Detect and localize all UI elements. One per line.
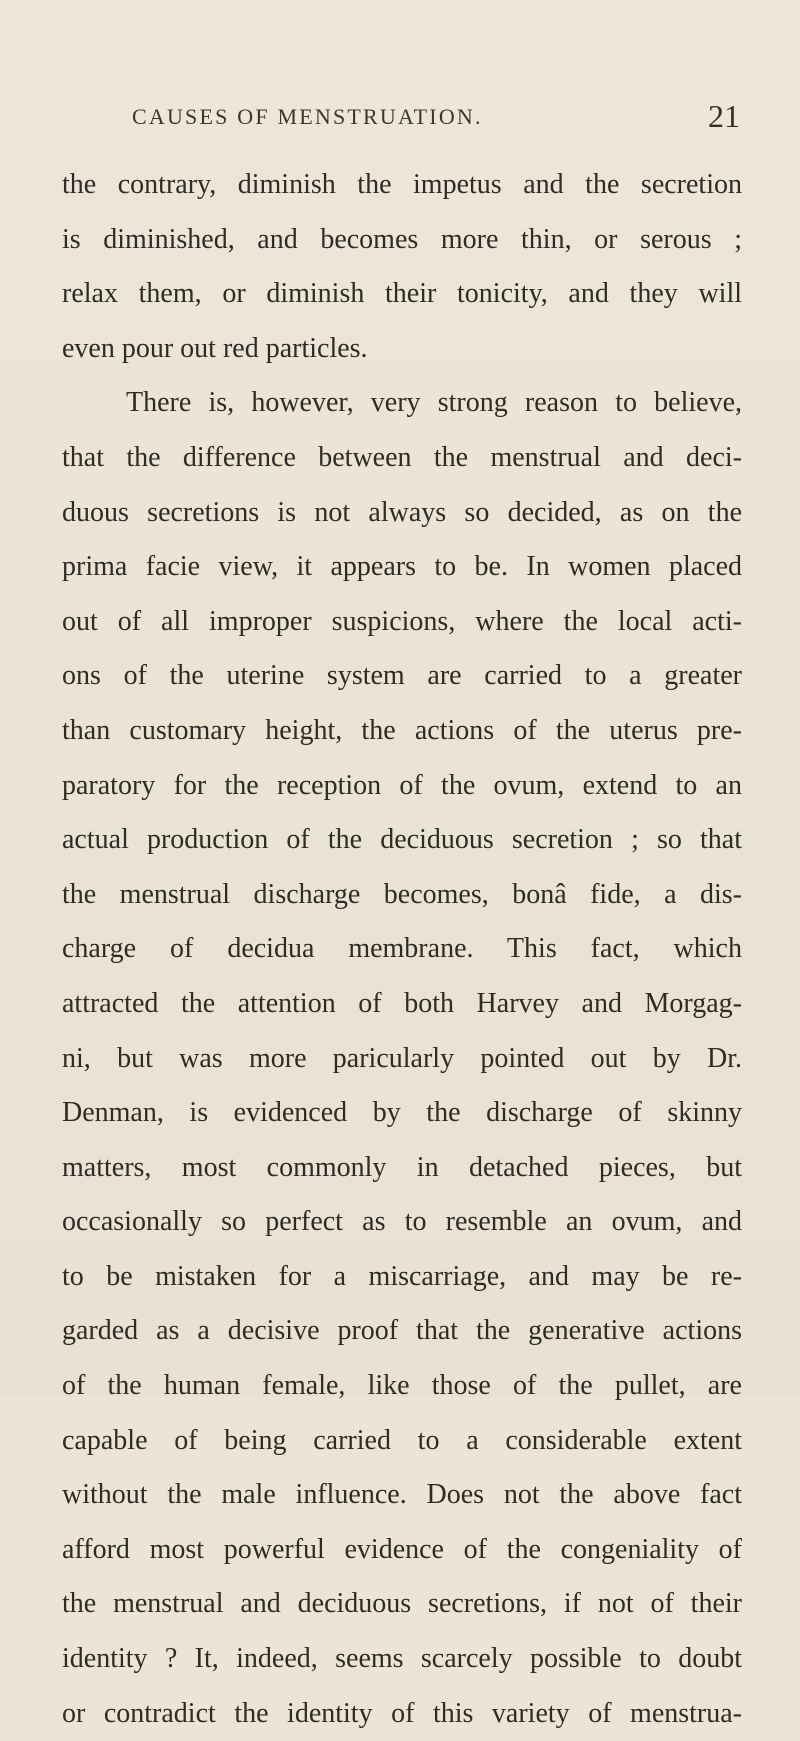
text-line: afford most powerful evidence of the congeniality of (62, 1533, 742, 1565)
text-line: matters, most commonly in detached pieces, but (62, 1151, 742, 1183)
text-line: the menstrual and deciduous secretions, if not of their (62, 1588, 742, 1620)
page-number: 21 (708, 98, 740, 134)
body-text (62, 158, 742, 1741)
text-line: actual production of the deciduous secretion ; so that (62, 824, 742, 856)
text-line: of the human female, like those of the pullet, are (62, 1370, 742, 1402)
text-line: even pour out red particles. (62, 332, 368, 364)
text-line: the contrary, diminish the impetus and the secretion (62, 169, 742, 200)
text-line: out of all improper suspicions, where the local acti- (62, 605, 742, 637)
text-line: paratory for the reception of the ovum, extend to an (62, 769, 742, 801)
text-line: relax them, or diminish their tonicity, and they will (62, 278, 742, 310)
text-line: to be mistaken for a miscarriage, and may be re- (62, 1260, 742, 1292)
text-line: ons of the uterine system are carried to a greater (62, 660, 742, 692)
text-line: identity ? It, indeed, seems scarcely possible to doubt (62, 1643, 742, 1675)
text-line: is diminished, and becomes more thin, or serous ; (62, 223, 742, 255)
text-line: garded as a decisive proof that the generative actions (62, 1315, 742, 1347)
text-line: charge of decidua membrane. This fact, which (62, 933, 742, 965)
text-line: that the difference between the menstrual and deci- (62, 441, 742, 473)
text-line: the menstrual discharge becomes, bonâ fide, a dis- (62, 878, 742, 910)
text-line: than customary height, the actions of the uterus pre- (62, 714, 742, 746)
text-line: occasionally so perfect as to resemble an ovum, and (62, 1206, 742, 1238)
text-line: Denman, is evidenced by the discharge of skinny (62, 1097, 742, 1129)
text-line: without the male influence. Does not the above fact (62, 1479, 742, 1511)
text-line: or contradict the identity of this variety of menstrua- (62, 1697, 742, 1729)
running-title: CAUSES OF MENSTRUATION. (132, 104, 483, 129)
text-line: capable of being carried to a considerable extent (62, 1424, 742, 1456)
text-line: prima facie view, it appears to be. In women placed (62, 551, 742, 583)
text-line: attracted the attention of both Harvey and Morgag- (62, 987, 742, 1019)
text-line: There is, however, very strong reason to believe, (126, 387, 742, 419)
running-head (0, 98, 800, 138)
text-line: ni, but was more paricularly pointed out by Dr. (62, 1042, 742, 1074)
text-line: duous secretions is not always so decided, as on the (62, 496, 742, 528)
